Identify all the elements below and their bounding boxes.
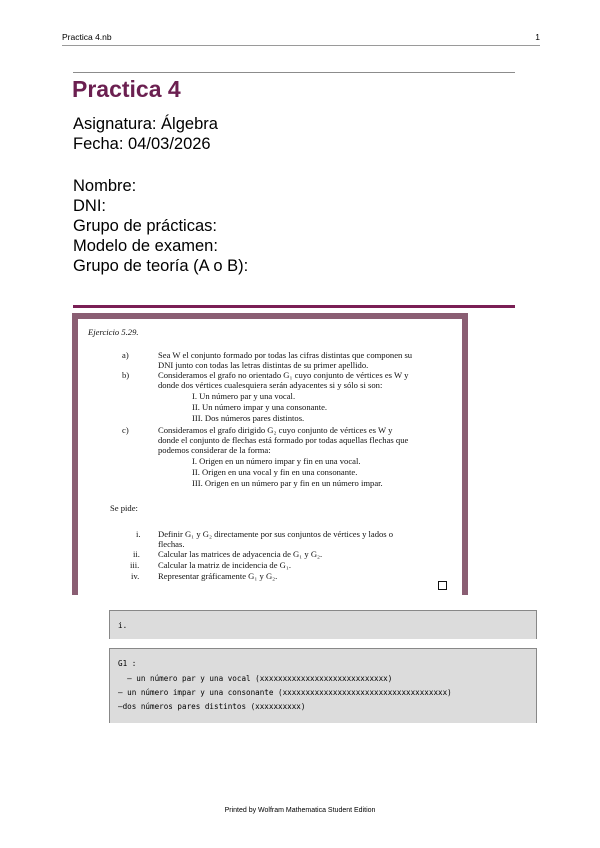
task-i-line-2: flechas. bbox=[158, 539, 185, 549]
g1-line-4: –dos números pares distintos (xxxxxxxxxx) bbox=[118, 702, 306, 711]
item-b-line-1: Consideramos el grafo no orientado G₁ cuyo conjunto de vértices es W y bbox=[158, 370, 409, 380]
item-c-line-2: donde el conjunto de flechas está formado por todas aquellas flechas que bbox=[158, 435, 409, 445]
input-cell-g1[interactable] bbox=[109, 648, 537, 723]
g1-line-3: – un número impar y una consonante (xxxxxxxxxxxxxxxxxxxxxxxxxxxxxxxxxxxx) bbox=[118, 688, 452, 697]
task-i-line-1: Definir G₁ y G₂ directamente por sus conjuntos de vértices y lados o bbox=[158, 529, 394, 539]
item-b-sub-3: III. Dos números pares distintos. bbox=[192, 413, 305, 423]
item-c-line-3: podemos considerar de la forma: bbox=[158, 445, 271, 455]
practice-group-line[interactable]: Grupo de prácticas: bbox=[73, 217, 217, 235]
item-b-line-2: donde dos vértices cualesquiera serán adyacentes si y sólo si son: bbox=[158, 380, 383, 390]
notebook-title[interactable]: Practica 4 bbox=[72, 76, 181, 102]
input-cell-i[interactable] bbox=[109, 610, 537, 639]
item-c-sub-2: II. Origen en una vocal y fin en una consonante. bbox=[192, 467, 358, 477]
g1-line-2: – un número par y una vocal (xxxxxxxxxxxxxxxxxxxxxxxxxxxx) bbox=[118, 674, 393, 683]
qed-square-icon bbox=[438, 581, 447, 590]
item-c-sub-1: I. Origen en un número impar y fin en una vocal. bbox=[192, 456, 361, 466]
dni-line[interactable]: DNI: bbox=[73, 197, 106, 215]
task-iii-mark: iii. bbox=[130, 560, 140, 570]
item-b-sub-1: I. Un número par y una vocal. bbox=[192, 391, 296, 401]
exam-model-line[interactable]: Modelo de examen: bbox=[73, 237, 218, 255]
item-c-sub-3: III. Origen en un número par y fin en un número impar. bbox=[192, 478, 383, 488]
task-ii-mark: ii. bbox=[133, 549, 140, 559]
exercise-title: Ejercicio 5.29. bbox=[88, 327, 139, 337]
date-line[interactable]: Fecha: 04/03/2026 bbox=[73, 135, 211, 153]
section-separator bbox=[73, 305, 515, 308]
item-a-line-2: DNI junto con todas las letras distintas de su primer apellido. bbox=[158, 360, 369, 370]
footer-print-notice: Printed by Wolfram Mathematica Student Edition bbox=[224, 807, 376, 814]
item-a-mark: a) bbox=[122, 350, 129, 360]
g1-line-1: G1 : bbox=[118, 659, 137, 668]
task-ii-line-1: Calcular las matrices de adyacencia de G₁ y G₂. bbox=[158, 549, 323, 559]
se-pide-label: Se pide: bbox=[110, 503, 138, 513]
task-iv-mark: iv. bbox=[131, 571, 140, 581]
task-iv-line-1: Representar gráficamente G₁ y G₂. bbox=[158, 571, 278, 581]
item-b-mark: b) bbox=[122, 370, 130, 380]
subject-line[interactable]: Asignatura: Álgebra bbox=[73, 115, 218, 133]
item-c-line-1: Consideramos el grafo dirigido G₂ cuyo conjunto de vértices es W y bbox=[158, 425, 393, 435]
input-cell-i-text: i. bbox=[118, 621, 128, 630]
header-divider bbox=[62, 45, 540, 46]
name-line[interactable]: Nombre: bbox=[73, 177, 137, 195]
task-iii-line-1: Calcular la matriz de incidencia de G₁. bbox=[158, 560, 292, 570]
header-filename: Practica 4.nb bbox=[62, 32, 112, 42]
title-top-rule bbox=[73, 72, 515, 73]
theory-group-line[interactable]: Grupo de teoría (A o B): bbox=[73, 257, 249, 275]
exercise-image bbox=[78, 319, 462, 595]
item-a-line-1: Sea W el conjunto formado por todas las cifras distintas que componen su bbox=[158, 350, 413, 360]
item-c-mark: c) bbox=[122, 425, 129, 435]
header-page-number: 1 bbox=[535, 32, 540, 42]
task-i-mark: i. bbox=[136, 529, 141, 539]
item-b-sub-2: II. Un número impar y una consonante. bbox=[192, 402, 328, 412]
